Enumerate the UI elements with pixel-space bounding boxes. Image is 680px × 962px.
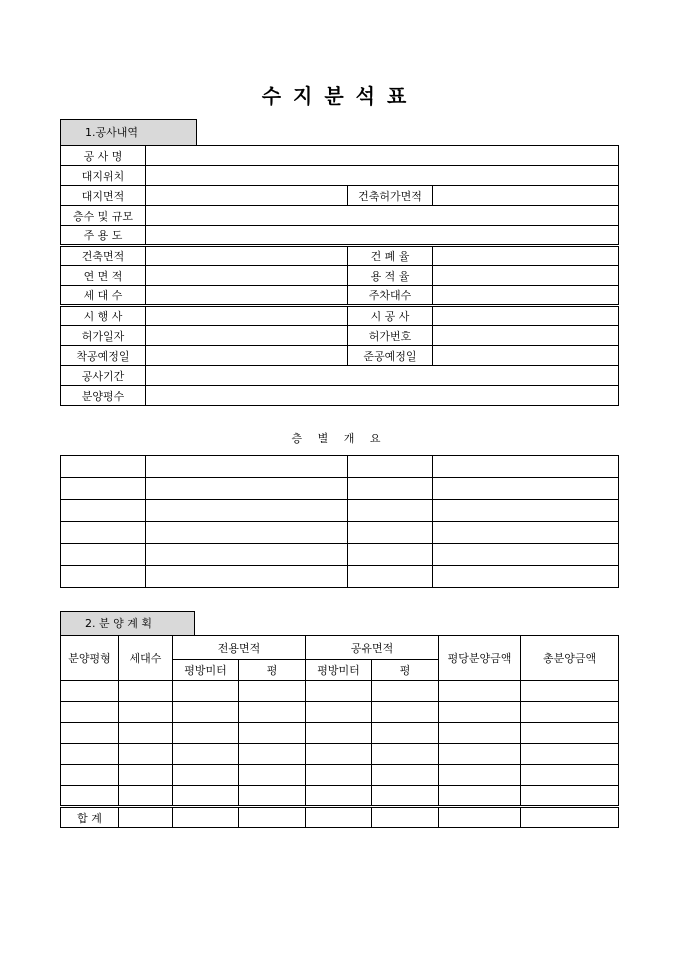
project-name-label: 공 사 명 bbox=[61, 146, 146, 166]
cell[interactable] bbox=[119, 807, 173, 828]
table-row bbox=[61, 500, 619, 522]
header-sale-type: 분양평형 bbox=[61, 636, 119, 681]
cell[interactable] bbox=[61, 681, 119, 702]
cell[interactable] bbox=[433, 500, 619, 522]
cell[interactable] bbox=[173, 765, 239, 786]
cell[interactable] bbox=[439, 807, 521, 828]
coverage-ratio-value[interactable] bbox=[433, 246, 619, 266]
table-row bbox=[61, 186, 619, 206]
cell[interactable] bbox=[306, 744, 372, 765]
completion-date-label: 준공예정일 bbox=[348, 346, 433, 366]
cell[interactable] bbox=[439, 723, 521, 744]
cell[interactable] bbox=[433, 544, 619, 566]
cell[interactable] bbox=[521, 681, 619, 702]
header-total-price: 총분양금액 bbox=[521, 636, 619, 681]
section-1-tab: 1.공사내역 bbox=[60, 119, 197, 146]
cell[interactable] bbox=[146, 500, 348, 522]
completion-date-value[interactable] bbox=[433, 346, 619, 366]
cell[interactable] bbox=[61, 500, 146, 522]
header-exclusive-area: 전용면적 bbox=[173, 636, 306, 660]
table-row bbox=[61, 522, 619, 544]
cell[interactable] bbox=[239, 681, 306, 702]
table-row bbox=[61, 456, 619, 478]
table-row bbox=[61, 326, 619, 346]
site-area-label: 대지면적 bbox=[61, 186, 146, 206]
cell[interactable] bbox=[61, 456, 146, 478]
floor-area-ratio-label: 용 적 율 bbox=[348, 266, 433, 286]
cell[interactable] bbox=[119, 765, 173, 786]
cell[interactable] bbox=[239, 765, 306, 786]
header-row bbox=[61, 636, 619, 660]
cell[interactable] bbox=[439, 765, 521, 786]
table-row bbox=[61, 544, 619, 566]
coverage-ratio-label: 건 폐 율 bbox=[348, 246, 433, 266]
table-row bbox=[61, 226, 619, 246]
cell[interactable] bbox=[61, 723, 119, 744]
cell[interactable] bbox=[61, 522, 146, 544]
cell[interactable] bbox=[372, 681, 439, 702]
header-common-area: 공유면적 bbox=[306, 636, 439, 660]
table-row bbox=[61, 681, 619, 702]
cell[interactable] bbox=[439, 702, 521, 723]
cell[interactable] bbox=[239, 807, 306, 828]
developer-value[interactable] bbox=[146, 306, 348, 326]
cell[interactable] bbox=[439, 681, 521, 702]
cell[interactable] bbox=[146, 478, 348, 500]
cell[interactable] bbox=[439, 744, 521, 765]
table-row bbox=[61, 765, 619, 786]
cell[interactable] bbox=[146, 456, 348, 478]
cell[interactable] bbox=[239, 786, 306, 807]
floors-scale-label: 층수 및 규모 bbox=[61, 206, 146, 226]
cell[interactable] bbox=[306, 807, 372, 828]
header-common-pyeong: 평 bbox=[372, 660, 439, 681]
total-row bbox=[61, 807, 619, 828]
cell[interactable] bbox=[433, 522, 619, 544]
parking-label: 주차대수 bbox=[348, 286, 433, 306]
developer-label: 시 행 사 bbox=[61, 306, 146, 326]
header-common-sqm: 평방미터 bbox=[306, 660, 372, 681]
cell[interactable] bbox=[61, 544, 146, 566]
cell[interactable] bbox=[306, 786, 372, 807]
table-row bbox=[61, 166, 619, 186]
cell[interactable] bbox=[61, 478, 146, 500]
table-row bbox=[61, 786, 619, 807]
floor-area-ratio-value[interactable] bbox=[433, 266, 619, 286]
cell[interactable] bbox=[521, 723, 619, 744]
building-area-value[interactable] bbox=[146, 246, 348, 266]
cell[interactable] bbox=[119, 702, 173, 723]
cell[interactable] bbox=[348, 456, 433, 478]
project-name-value[interactable] bbox=[146, 146, 619, 166]
cell[interactable] bbox=[372, 723, 439, 744]
cell[interactable] bbox=[239, 702, 306, 723]
table-row bbox=[61, 206, 619, 226]
households-value[interactable] bbox=[146, 286, 348, 306]
site-area-value[interactable] bbox=[146, 186, 348, 206]
cell[interactable] bbox=[146, 544, 348, 566]
cell[interactable] bbox=[372, 702, 439, 723]
cell[interactable] bbox=[119, 786, 173, 807]
parking-value[interactable] bbox=[433, 286, 619, 306]
sale-area-value[interactable] bbox=[146, 386, 619, 406]
floor-overview-table bbox=[60, 455, 619, 588]
sale-area-label: 분양평수 bbox=[61, 386, 146, 406]
main-use-label: 주 용 도 bbox=[61, 226, 146, 246]
cell[interactable] bbox=[348, 522, 433, 544]
section-2-tab: 2. 분 양 계 획 bbox=[60, 611, 195, 636]
table-row bbox=[61, 286, 619, 306]
cell[interactable] bbox=[372, 786, 439, 807]
cell[interactable] bbox=[348, 478, 433, 500]
cell[interactable] bbox=[239, 744, 306, 765]
cell[interactable] bbox=[61, 786, 119, 807]
table-row bbox=[61, 146, 619, 166]
floor-overview-title: 층 별 개 요 bbox=[291, 432, 387, 445]
cell[interactable] bbox=[61, 744, 119, 765]
cell[interactable] bbox=[119, 723, 173, 744]
cell[interactable] bbox=[433, 456, 619, 478]
cell[interactable] bbox=[239, 723, 306, 744]
table-row bbox=[61, 266, 619, 286]
cell[interactable] bbox=[61, 702, 119, 723]
cell[interactable] bbox=[433, 566, 619, 588]
households-label: 세 대 수 bbox=[61, 286, 146, 306]
construction-details-table bbox=[60, 145, 619, 406]
cell[interactable] bbox=[439, 786, 521, 807]
sales-plan-table bbox=[60, 635, 619, 828]
permit-number-value[interactable] bbox=[433, 326, 619, 346]
table-row bbox=[61, 566, 619, 588]
cell[interactable] bbox=[173, 723, 239, 744]
header-units: 세대수 bbox=[119, 636, 173, 681]
table-row bbox=[61, 346, 619, 366]
cell[interactable] bbox=[173, 807, 239, 828]
header-price-per-pyeong: 평당분양금액 bbox=[439, 636, 521, 681]
cell[interactable] bbox=[372, 744, 439, 765]
table-row bbox=[61, 478, 619, 500]
cell[interactable] bbox=[521, 744, 619, 765]
cell[interactable] bbox=[146, 566, 348, 588]
permit-area-label: 건축허가면적 bbox=[348, 186, 433, 206]
contractor-label: 시 공 사 bbox=[348, 306, 433, 326]
table-row bbox=[61, 744, 619, 765]
page-title: 수지분석표 bbox=[261, 84, 419, 108]
permit-date-value[interactable] bbox=[146, 326, 348, 346]
table-row bbox=[61, 702, 619, 723]
cell[interactable] bbox=[521, 702, 619, 723]
total-floor-area-value[interactable] bbox=[146, 266, 348, 286]
start-date-value[interactable] bbox=[146, 346, 348, 366]
cell[interactable] bbox=[173, 786, 239, 807]
cell[interactable] bbox=[433, 478, 619, 500]
construction-period-label: 공사기간 bbox=[61, 366, 146, 386]
cell[interactable] bbox=[61, 765, 119, 786]
table-row bbox=[61, 246, 619, 266]
cell[interactable] bbox=[372, 807, 439, 828]
table-row bbox=[61, 386, 619, 406]
header-exclusive-sqm: 평방미터 bbox=[173, 660, 239, 681]
site-location-label: 대지위치 bbox=[61, 166, 146, 186]
cell[interactable] bbox=[348, 544, 433, 566]
construction-period-value[interactable] bbox=[146, 366, 619, 386]
cell[interactable] bbox=[521, 807, 619, 828]
cell[interactable] bbox=[119, 681, 173, 702]
cell[interactable] bbox=[173, 702, 239, 723]
cell[interactable] bbox=[348, 500, 433, 522]
table-row bbox=[61, 366, 619, 386]
total-floor-area-label: 연 면 적 bbox=[61, 266, 146, 286]
permit-area-value[interactable] bbox=[433, 186, 619, 206]
contractor-value[interactable] bbox=[433, 306, 619, 326]
cell[interactable] bbox=[306, 681, 372, 702]
cell[interactable] bbox=[521, 765, 619, 786]
total-label: 합 계 bbox=[61, 807, 119, 828]
permit-date-label: 허가일자 bbox=[61, 326, 146, 346]
cell[interactable] bbox=[119, 744, 173, 765]
header-exclusive-pyeong: 평 bbox=[239, 660, 306, 681]
permit-number-label: 허가번호 bbox=[348, 326, 433, 346]
cell[interactable] bbox=[372, 765, 439, 786]
site-location-value[interactable] bbox=[146, 166, 619, 186]
cell[interactable] bbox=[146, 522, 348, 544]
cell[interactable] bbox=[306, 702, 372, 723]
floors-scale-value[interactable] bbox=[146, 206, 619, 226]
cell[interactable] bbox=[348, 566, 433, 588]
cell[interactable] bbox=[306, 765, 372, 786]
building-area-label: 건축면적 bbox=[61, 246, 146, 266]
main-use-value[interactable] bbox=[146, 226, 619, 246]
table-row bbox=[61, 306, 619, 326]
table-row bbox=[61, 723, 619, 744]
cell[interactable] bbox=[173, 681, 239, 702]
start-date-label: 착공예정일 bbox=[61, 346, 146, 366]
cell[interactable] bbox=[521, 786, 619, 807]
cell[interactable] bbox=[306, 723, 372, 744]
cell[interactable] bbox=[61, 566, 146, 588]
cell[interactable] bbox=[173, 744, 239, 765]
